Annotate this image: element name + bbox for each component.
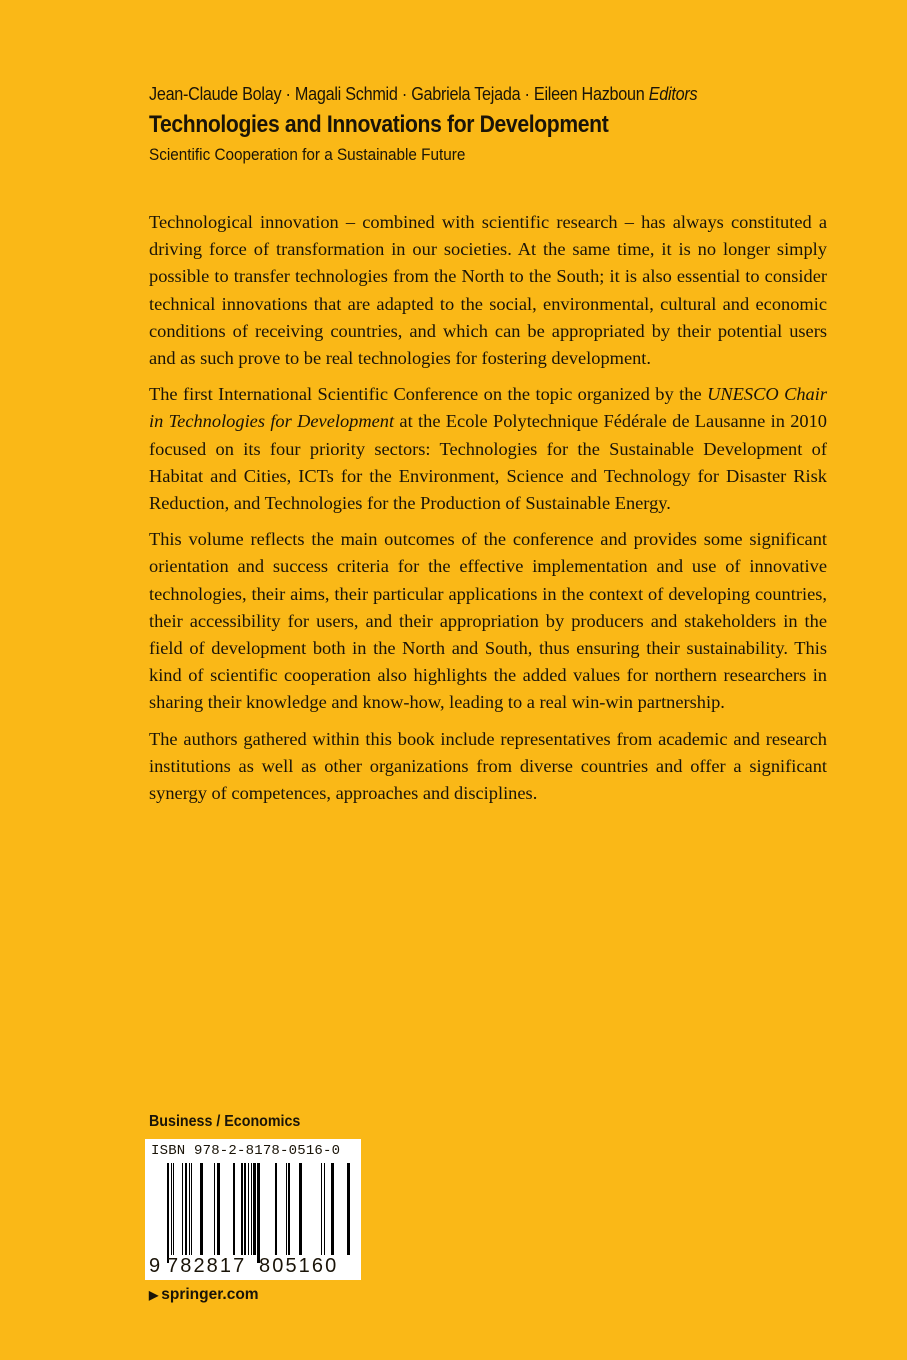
blurb-paragraph-2	[149, 381, 827, 517]
barcode-digits-right: 805160	[259, 1255, 339, 1277]
book-subtitle: Scientific Cooperation for a Sustainable Future	[149, 145, 466, 164]
blurb-paragraph-3: This volume reflects the main outcomes of the conference and provides some significant orientation and success criteria for the effective implementation and use of innovative technologies, their aims, their particular applications in the context of developing countries, their accessibility for users, and their appropriation by producers and stakeholders in the field of development both in the North and South, thus ensuring their sustainability. This kind of scientific cooperation also highlights the added values for northern researchers in sharing their knowledge and know-how, leading to a real win-win partnership.	[149, 529, 827, 713]
p2-text-after: at the Ecole Polytechnique Fédérale de Lausanne in 2010 focused on its four priority sectors: Technologies for the Sustainable Development of Habitat and Cities, ICTs for the Environment, Science and Technology for Disaster Risk Reduction, and Technologies for the Production of Sustainable Energy.	[149, 411, 827, 514]
blurb-paragraph-1: Technological innovation – combined with scientific research – has always constituted a driving force of transformation in our societies. At the same time, it is no longer simply possible to transfer technologies from the North to the South; it is also essential to consider technical innovations that are adapted to the social, environmental, cultural and economic conditions of receiving countries, and which can be appropriated by their potential users and as such prove to be real technologies for fostering development.	[149, 212, 827, 369]
triangle-right-icon: ▶	[149, 1288, 159, 1302]
isbn-label: ISBN 978-2-8178-0516-0	[151, 1143, 341, 1159]
isbn-barcode	[145, 1139, 361, 1280]
blurb-paragraph-4: The authors gathered within this book include representatives from academic and research institutions as well as other organizations from diverse countries and offer a significant synergy of competences, approaches and disciplines.	[149, 728, 827, 804]
blurb	[149, 209, 827, 816]
book-title: Technologies and Innovations for Development	[149, 111, 609, 138]
barcode-digit-first: 9	[149, 1255, 161, 1277]
editors-line	[149, 82, 779, 106]
publisher-link[interactable]	[149, 1286, 259, 1304]
publisher-url: springer.com	[161, 1286, 259, 1303]
barcode-digits-left: 782817	[167, 1255, 247, 1277]
unesco-chair-italic: UNESCO Chair in Technologies for Development	[149, 384, 827, 432]
editors-role: Editors	[648, 84, 698, 104]
editor-names: Jean-Claude Bolay · Magali Schmid · Gabriela Tejada · Eileen Hazboun	[149, 84, 645, 104]
subject-category: Business / Economics	[149, 1113, 301, 1130]
header	[149, 82, 849, 166]
p2-text-before: The first International Scientific Conference on the topic organized by the	[149, 384, 708, 405]
